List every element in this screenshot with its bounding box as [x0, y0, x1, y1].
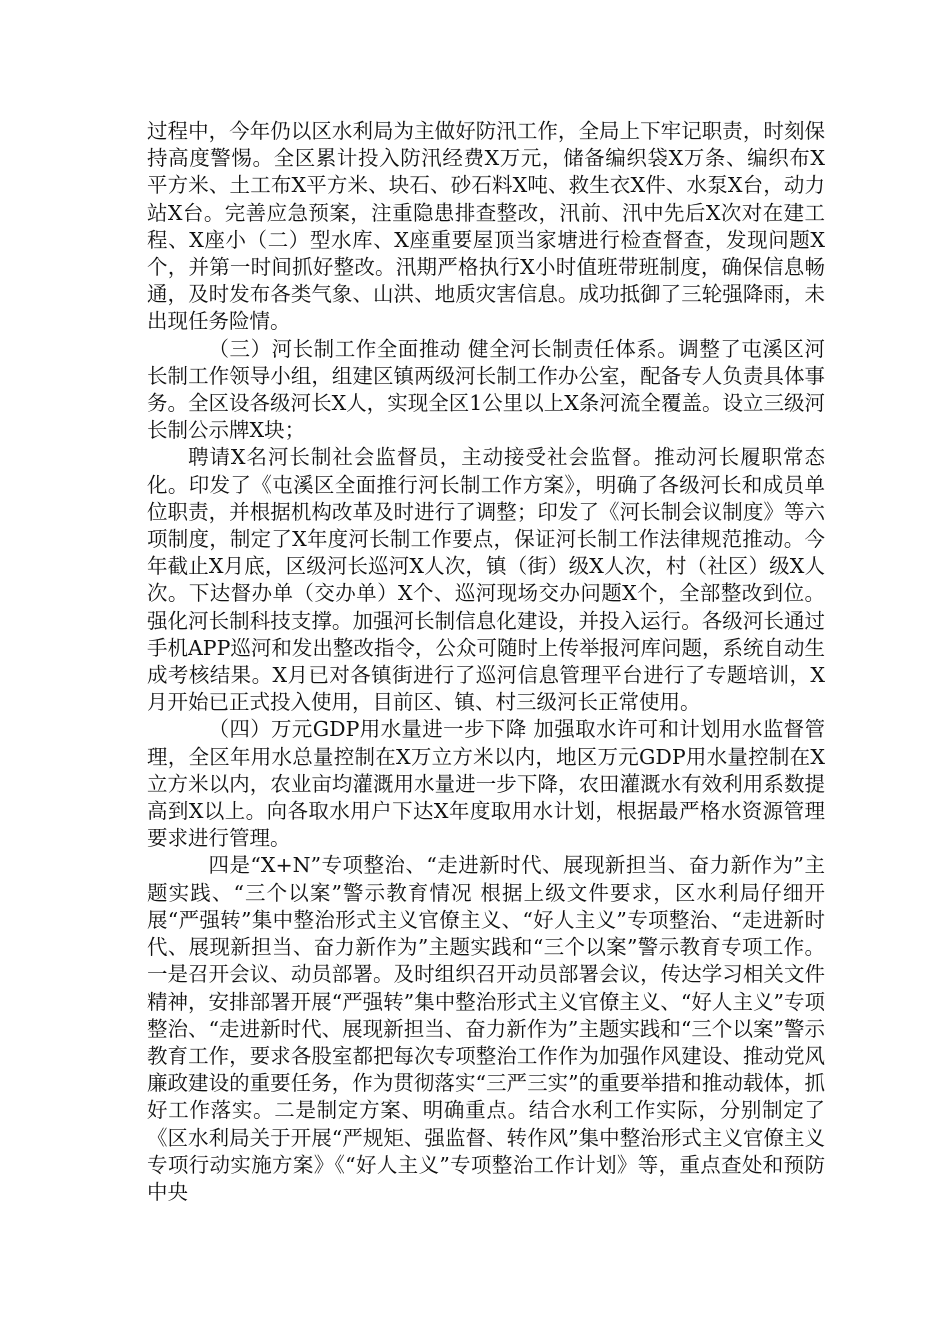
paragraph-flood-control: 过程中，今年仍以区水利局为主做好防汛工作，全局上下牢记职责，时刻保持高度警惕。全区累计投入防汛经费X万元，储备编织袋X万条、编织布X平方米、土工布X平方米、块石、砂石料X吨、救生衣X件、水泵X台，动力站X台。完善应急预案，注重隐患排查整改，汛前、汛中先后X次对在建工程、X座小（二）型水库、X座重要屋顶当家塘进行检查督查，发现问题X个，并第一时间抓好整改。汛期严格执行X小时值班带班制度，确保信息畅通，及时发布各类气象、山洪、地质灾害信息。成功抵御了三轮强降雨，未出现任务险情。: [147, 119, 825, 334]
paragraph-special-rectification: 四是“X+N”专项整治、“走进新时代、展现新担当、奋力新作为”主题实践、“三个以案”警示教育情况 根据上级文件要求，区水利局仔细开展“严强转”集中整治形式主义官僚主义、“好人主义”专项整治、“走进新时代、展现新担当、奋力新作为”主题实践和“三个以案”警示教育专项工作。一是召开会议、动员部署。及时组织召开动员部署会议，传达学习相关文件精神，安排部署开展“严强转”集中整治形式主义官僚主义、“好人主义”专项整治、“走进新时代、展现新担当、奋力新作为”主题实践和“三个以案”警示教育工作，要求各股室都把每次专项整治工作作为加强作风建设、推动党风廉政建设的重要任务，作为贯彻落实“三严三实”的重要举措和推动载体，抓好工作落实。二是制定方案、明确重点。结合水利工作实际，分别制定了《区水利局关于开展“严规矩、强监督、转作风”集中整治形式主义官僚主义专项行动实施方案》《“好人主义”专项整治工作计划》等，重点查处和预防中央: [147, 853, 825, 1204]
paragraph-river-chief-supervision: 聘请X名河长制社会监督员，主动接受社会监督。推动河长履职常态化。印发了《屯溪区全面推行河长制工作方案》，明确了各级河长和成员单位职责，并根据机构改革及时进行了调整；印发了《河长制会议制度》等六项制度，制定了X年度河长制工作要点，保证河长制工作法律规范推动。今年截止X月底，区级河长巡河X人次，镇（街）级X人次，村（社区）级X人次。下达督办单（交办单）X个、巡河现场交办问题X个，全部整改到位。强化河长制科技支撑。加强河长制信息化建设，并投入运行。各级河长通过手机APP巡河和发出整改指令，公众可随时上传举报河库问题，系统自动生成考核结果。X月已对各镇街进行了巡河信息管理平台进行了专题培训，X月开始已正式投入使用，目前区、镇、村三级河长正常使用。: [147, 445, 825, 715]
paragraph-water-usage: （四）万元GDP用水量进一步下降 加强取水许可和计划用水监督管理，全区年用水总量控制在X万立方米以内，地区万元GDP用水量控制在X立方米以内，农业亩均灌溉用水量进一步下降，农田灌溉水有效利用系数提高到X以上。向各取水用户下达X年度取用水计划，根据最严格水资源管理要求进行管理。: [147, 717, 825, 851]
document-page: [147, 118, 825, 1206]
paragraph-river-chief-system: （三）河长制工作全面推动 健全河长制责任体系。调整了屯溪区河长制工作领导小组，组建区镇两级河长制工作办公室，配备专人负责具体事务。全区设各级河长X人，实现全区1公里以上X条河流全覆盖。设立三级河长制公示牌X块；: [147, 336, 825, 443]
